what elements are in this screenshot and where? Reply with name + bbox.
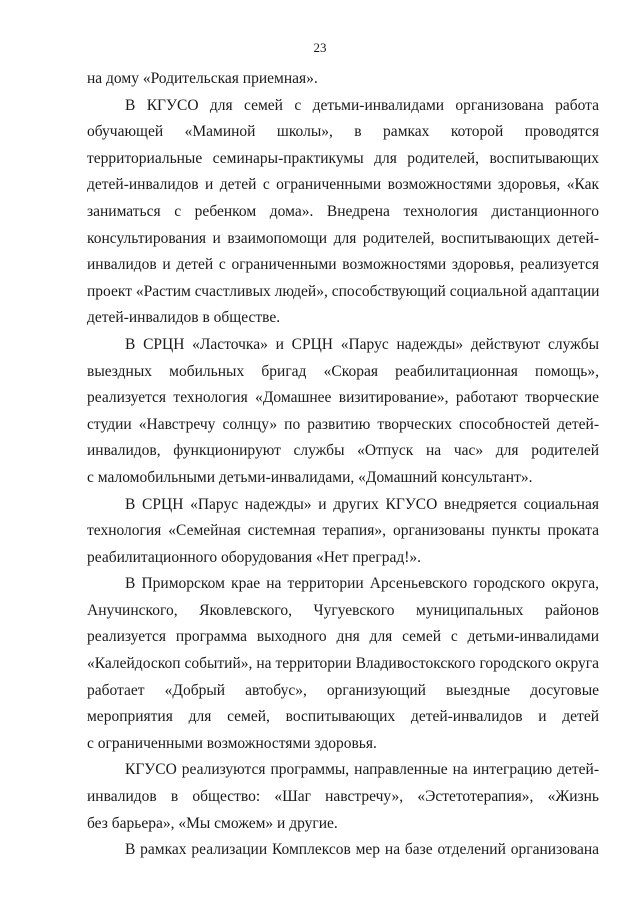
paragraph — [87, 93, 599, 332]
text-line: консультирования и взаимопомощи для родителей, воспитывающих детей- — [87, 229, 599, 247]
text-line: студии «Навстречу солнцу» по развитию творческих способностей детей- — [87, 415, 599, 433]
text-line: проект «Растим счастливых людей», способствующий социальной адаптации — [87, 282, 600, 300]
text-line: «Калейдоскоп событий», на территории Владивостокского городского округа — [87, 655, 599, 673]
text-line: инвалидов, функционируют службы «Отпуск на час» для родителей — [87, 442, 599, 460]
page-number: 23 — [313, 40, 327, 55]
text-line: реализуется технология «Домашнее визитирование», работают творческие — [87, 389, 599, 407]
text-line: В СРЦН «Ласточка» и СРЦН «Парус надежды» действуют службы — [125, 335, 599, 353]
text-line: заниматься с ребенком дома». Внедрена технология дистанционного — [87, 202, 599, 220]
text-line: выездных мобильных бригад «Скорая реабилитационная помощь», — [87, 362, 599, 380]
text-line: реализуется программа выходного дня для семей с детьми-инвалидами — [87, 628, 599, 646]
text-line: В Приморском крае на территории Арсеньевского городского округа, — [125, 575, 599, 593]
paragraph — [87, 837, 599, 864]
text-line: КГУСО реализуются программы, направленные на интеграцию детей- — [125, 761, 599, 779]
text-line: технология «Семейная системная терапия», организованы пункты проката — [87, 522, 599, 540]
document-body — [87, 66, 599, 864]
text-line: детей-инвалидов и детей с ограниченными возможностями здоровья, «Как — [87, 176, 599, 194]
text-line: с маломобильными детьми-инвалидами, «Домашний консультант». — [87, 468, 533, 486]
text-line: инвалидов в общество: «Шаг навстречу», «Эстетотерапия», «Жизнь — [87, 788, 599, 806]
text-line: В СРЦН «Парус надежды» и других КГУСО внедряется социальная — [125, 495, 599, 513]
text-line: работает «Добрый автобус», организующий выездные досуговые — [87, 681, 599, 699]
paragraph — [87, 332, 599, 492]
text-line: без барьера», «Мы сможем» и другие. — [87, 814, 338, 832]
text-line: реабилитационного оборудования «Нет преград!». — [87, 548, 422, 566]
text-line: территориальные семинары-практикумы для родителей, воспитывающих — [87, 149, 599, 167]
paragraph — [87, 492, 599, 572]
text-line: детей-инвалидов в обществе. — [87, 309, 281, 327]
paragraph — [87, 66, 599, 93]
paragraph — [87, 757, 599, 837]
text-line: инвалидов и детей с ограниченными возможностями здоровья, реализуется — [87, 256, 599, 274]
paragraph — [87, 571, 599, 757]
text-line: В КГУСО для семей с детьми-инвалидами организована работа — [125, 96, 599, 114]
text-line: на дому «Родительская приемная». — [87, 70, 318, 87]
text-line: мероприятия для семей, воспитывающих детей-инвалидов и детей — [87, 708, 599, 726]
text-line: обучающей «Маминой школы», в рамках которой проводятся — [87, 123, 599, 141]
text-line: В рамках реализации Комплексов мер на базе отделений организована — [125, 841, 599, 859]
text-line: с ограниченными возможностями здоровья. — [87, 734, 377, 752]
text-line: Анучинского, Яковлевского, Чугуевского муниципальных районов — [87, 601, 599, 619]
